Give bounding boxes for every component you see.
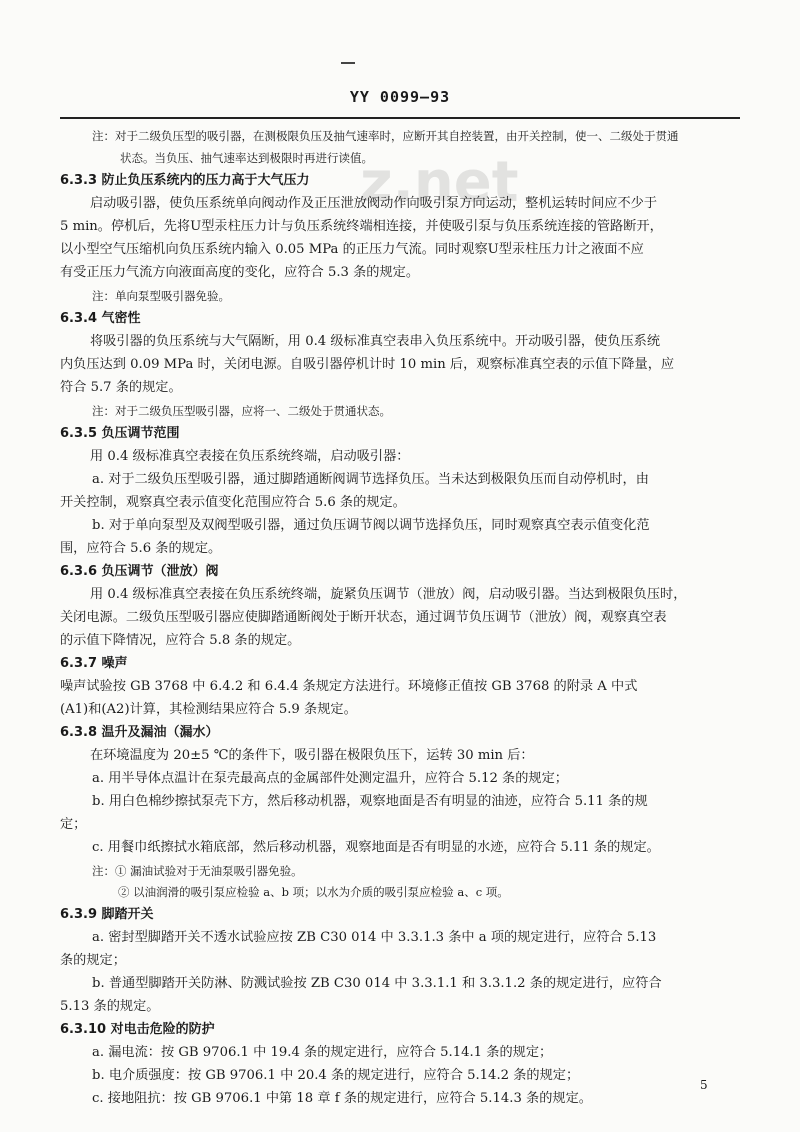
paragraph-line: 条的规定； <box>60 953 126 968</box>
section-heading-6-3-5: 6.3.5 负压调节范围 <box>60 426 180 441</box>
paragraph-line: 开关控制，观察真空表示值变化范围应符合 5.6 条的规定。 <box>60 495 406 510</box>
note-line: 注：单向泵型吸引器免验。 <box>92 289 230 303</box>
list-item-a: a. 密封型脚踏开关不透水试验应按 ZB C30 014 中 3.3.1.3 条中 a 项的规定进行，应符合 5.13 <box>92 930 657 945</box>
paragraph-line: 定； <box>60 817 87 832</box>
paragraph-line: 5 min。停机后，先将U型汞柱压力计与负压系统终端相连接，并使吸引泵与负压系统连接的管路断开， <box>60 219 663 234</box>
list-item-b: b. 对于单向泵型及双阀型吸引器，通过负压调节阀以调节选择负压，同时观察真空表示值变化范 <box>92 518 650 533</box>
paragraph-line: 关闭电源。二级负压型吸引器应使脚踏通断阀处于断开状态，通过调节负压调节（泄放）阀，观察真空表 <box>60 610 667 625</box>
note-line: ② 以油润滑的吸引泵应检验 a、b 项；以水为介质的吸引泵应检验 a、c 项。 <box>118 885 509 899</box>
paragraph-line: 将吸引器的负压系统与大气隔断，用 0.4 级标准真空表串入负压系统中。开动吸引器，使负压系统 <box>90 334 661 349</box>
paragraph-line: 的示值下降情况，应符合 5.8 条的规定。 <box>60 633 301 648</box>
section-heading-6-3-10: 6.3.10 对电击危险的防护 <box>60 1022 215 1037</box>
list-item-b: b. 电介质强度：按 GB 9706.1 中 20.4 条的规定进行，应符合 5.14.2 条的规定； <box>92 1068 580 1083</box>
paragraph-line: 用 0.4 级标准真空表接在负压系统终端，启动吸引器： <box>90 449 410 464</box>
top-mark <box>341 62 355 64</box>
section-heading-6-3-7: 6.3.7 噪声 <box>60 656 128 671</box>
list-item-b: b. 用白色棉纱擦拭泵壳下方，然后移动机器，观察地面是否有明显的油迹，应符合 5.11 条的规 <box>92 794 648 809</box>
page-number: 5 <box>700 1078 708 1092</box>
list-item-c: c. 接地阻抗：按 GB 9706.1 中第 18 章 f 条的规定进行，应符合 5.14.3 条的规定。 <box>92 1091 592 1106</box>
list-item-a: a. 漏电流：按 GB 9706.1 中 19.4 条的规定进行，应符合 5.14.1 条的规定； <box>92 1045 553 1060</box>
note-line: 注：对于二级负压型的吸引器，在测极限负压及抽气速率时，应断开其自控装置，由开关控制，使一、二级处于贯通 <box>92 129 679 143</box>
paragraph-line: 在环境温度为 20±5 ℃的条件下，吸引器在极限负压下，运转 30 min 后： <box>90 748 534 763</box>
section-heading-6-3-3: 6.3.3 防止负压系统内的压力高于大气压力 <box>60 173 310 188</box>
paragraph-line: 用 0.4 级标准真空表接在负压系统终端，旋紧负压调节（泄放）阀，启动吸引器。当达到极限负压时， <box>90 587 687 602</box>
section-heading-6-3-6: 6.3.6 负压调节（泄放）阀 <box>60 564 219 579</box>
list-item-a: a. 对于二级负压型吸引器，通过脚踏通断阀调节选择负压。当未达到极限负压而自动停机时，由 <box>92 472 649 487</box>
section-heading-6-3-4: 6.3.4 气密性 <box>60 311 141 326</box>
standard-code-header: YY 0099—93 <box>349 88 451 106</box>
paragraph-line: 有受正压力气流方向液面高度的变化，应符合 5.3 条的规定。 <box>60 265 420 280</box>
note-line: 状态。当负压、抽气速率达到极限时再进行读值。 <box>120 151 373 165</box>
header-rule <box>60 117 740 119</box>
section-heading-6-3-8: 6.3.8 温升及漏油（漏水） <box>60 725 219 740</box>
paragraph-line: 内负压达到 0.09 MPa 时，关闭电源。自吸引器停机计时 10 min 后，观察标准真空表的示值下降量，应 <box>60 357 675 372</box>
paragraph-line: 以小型空气压缩机向负压系统内输入 0.05 MPa 的正压力气流。同时观察U型汞柱压力计之液面不应 <box>60 242 644 257</box>
list-item-a: a. 用半导体点温计在泵壳最高点的金属部件处测定温升，应符合 5.12 条的规定； <box>92 771 568 786</box>
note-line: 注：① 漏油试验对于无油泵吸引器免验。 <box>92 864 303 878</box>
paragraph-line: 噪声试验按 GB 3768 中 6.4.2 和 6.4.4 条规定方法进行。环境修正值按 GB 3768 的附录 A 中式 <box>60 679 638 694</box>
list-item-c: c. 用餐巾纸擦拭水箱底部，然后移动机器，观察地面是否有明显的水迹，应符合 5.11 条的规定。 <box>92 840 660 855</box>
note-line: 注：对于二级负压型吸引器，应将一、二级处于贯通状态。 <box>92 404 391 418</box>
paragraph-line: 符合 5.7 条的规定。 <box>60 380 182 395</box>
paragraph-line: (A1)和(A2)计算，其检测结果应符合 5.9 条规定。 <box>60 702 357 717</box>
paragraph-line: 5.13 条的规定。 <box>60 999 160 1014</box>
paragraph-line: 启动吸引器，使负压系统单向阀动作及正压泄放阀动作向吸引泵方向运动，整机运转时间应不少于 <box>90 196 658 211</box>
section-heading-6-3-9: 6.3.9 脚踏开关 <box>60 907 154 922</box>
paragraph-line: 围，应符合 5.6 条的规定。 <box>60 541 222 556</box>
watermark: z.net <box>360 150 519 215</box>
list-item-b: b. 普通型脚踏开关防淋、防溅试验按 ZB C30 014 中 3.3.1.1 和 3.3.1.2 条的规定进行，应符合 <box>92 976 662 991</box>
